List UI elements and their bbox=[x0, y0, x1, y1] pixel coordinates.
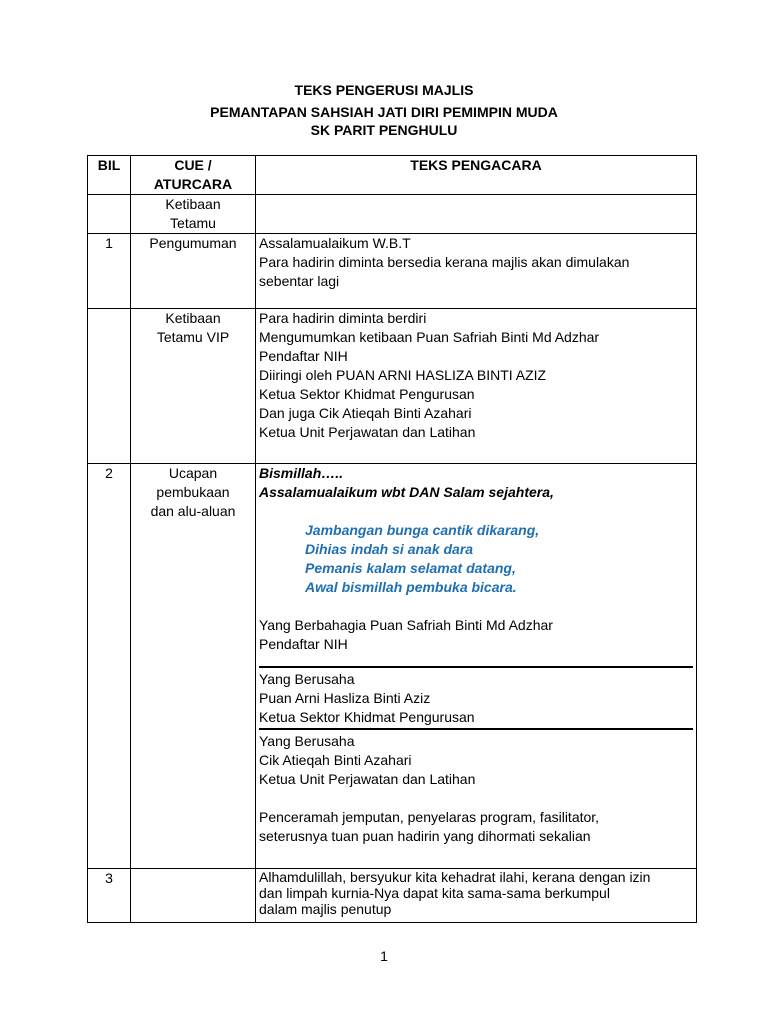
text-line: sebentar lagi bbox=[259, 273, 340, 289]
text-line: Dan juga Cik Atieqah Binti Azahari bbox=[259, 405, 472, 421]
text-line: Puan Arni Hasliza Binti Aziz bbox=[259, 690, 431, 706]
text-line: Ketua Unit Perjawatan dan Latihan bbox=[259, 771, 476, 787]
divider bbox=[259, 666, 693, 668]
table-row bbox=[88, 869, 697, 923]
text-line: Yang Berusaha bbox=[259, 733, 355, 749]
cue-line: Tetamu bbox=[170, 215, 216, 231]
script-table bbox=[87, 155, 697, 923]
cue-line: pembukaan bbox=[156, 484, 230, 500]
text-line: Ketua Unit Perjawatan dan Latihan bbox=[259, 424, 476, 440]
text-line: Assalamualaikum W.B.T bbox=[259, 235, 411, 251]
text-line: Yang Berbahagia Puan Safriah Binti Md Adzhar bbox=[259, 617, 553, 633]
cue-cell bbox=[131, 309, 256, 464]
header-bil: BIL bbox=[88, 156, 131, 195]
bil-cell bbox=[88, 195, 131, 234]
text-line: Penceramah jemputan, penyelaras program, fasilitator, bbox=[259, 809, 600, 825]
spacer bbox=[259, 789, 693, 808]
text-line: Para hadirin diminta berdiri bbox=[259, 310, 427, 326]
text-line: Mengumumkan ketibaan Puan Safriah Binti Md Adzhar bbox=[259, 329, 600, 345]
table-row bbox=[88, 309, 697, 464]
doc-title: TEKS PENGERUSI MAJLIS bbox=[294, 82, 474, 98]
opening-line: Assalamualaikum wbt DAN Salam sejahtera, bbox=[259, 484, 554, 500]
spacer bbox=[259, 597, 693, 616]
bil-cell: 2 bbox=[88, 464, 131, 869]
bil-cell: 3 bbox=[88, 869, 131, 923]
text-line: Yang Berusaha bbox=[259, 671, 355, 687]
school-name: SK PARIT PENGHULU bbox=[310, 122, 458, 138]
spacer bbox=[259, 502, 693, 521]
header-cue-line2: ATURCARA bbox=[153, 176, 233, 192]
divider bbox=[259, 728, 693, 730]
table-header-row bbox=[88, 156, 697, 195]
cue-cell bbox=[131, 195, 256, 234]
cue-cell bbox=[131, 869, 256, 923]
cue-line: Tetamu VIP bbox=[156, 329, 230, 345]
pantun-line: Dihias indah si anak dara bbox=[305, 541, 474, 557]
cue-line: Ucapan bbox=[168, 465, 218, 481]
header-cue-line1: CUE / bbox=[174, 157, 212, 173]
table-row bbox=[88, 195, 697, 234]
text-line: Pendaftar NIH bbox=[259, 348, 348, 364]
text-line: Cik Atieqah Binti Azahari bbox=[259, 752, 412, 768]
text-line: Pendaftar NIH bbox=[259, 636, 348, 652]
header-teks: TEKS PENGACARA bbox=[256, 156, 697, 195]
cue-cell: Pengumuman bbox=[131, 234, 256, 309]
text-line: dalam majlis penutup bbox=[259, 901, 392, 917]
bil-cell: 1 bbox=[88, 234, 131, 309]
text-line: seterusnya tuan puan hadirin yang dihormati sekalian bbox=[259, 828, 591, 844]
header-cue bbox=[131, 156, 256, 195]
text-line: Ketua Sektor Khidmat Pengurusan bbox=[259, 709, 475, 725]
text-line: dan limpah kurnia-Nya dapat kita sama-sama berkumpul bbox=[259, 885, 610, 901]
cue-line: Ketibaan bbox=[165, 310, 221, 326]
cue-line: Ketibaan bbox=[165, 196, 221, 212]
pantun-line: Jambangan bunga cantik dikarang, bbox=[305, 522, 540, 538]
doc-subtitle: PEMANTAPAN SAHSIAH JATI DIRI PEMIMPIN MUDA bbox=[210, 104, 558, 120]
pantun-line: Awal bismillah pembuka bicara. bbox=[305, 579, 517, 595]
pantun-line: Pemanis kalam selamat datang, bbox=[305, 560, 516, 576]
opening-line: Bismillah….. bbox=[259, 465, 344, 481]
page-number: 1 bbox=[380, 948, 388, 964]
table-row bbox=[88, 464, 697, 869]
text-line: Alhamdulillah, bersyukur kita kehadrat ilahi, kerana dengan izin bbox=[259, 869, 651, 885]
cue-line: dan alu-aluan bbox=[150, 503, 236, 519]
text-cell bbox=[256, 464, 697, 869]
bil-cell bbox=[88, 309, 131, 464]
text-line: Para hadirin diminta bersedia kerana majlis akan dimulakan bbox=[259, 254, 630, 270]
text-line: Ketua Sektor Khidmat Pengurusan bbox=[259, 386, 475, 402]
text-cell bbox=[256, 869, 697, 923]
cue-cell bbox=[131, 464, 256, 869]
table-row bbox=[88, 234, 697, 309]
text-cell bbox=[256, 195, 697, 234]
text-cell bbox=[256, 309, 697, 464]
text-cell bbox=[256, 234, 697, 309]
text-line: Diiringi oleh PUAN ARNI HASLIZA BINTI AZIZ bbox=[259, 367, 547, 383]
